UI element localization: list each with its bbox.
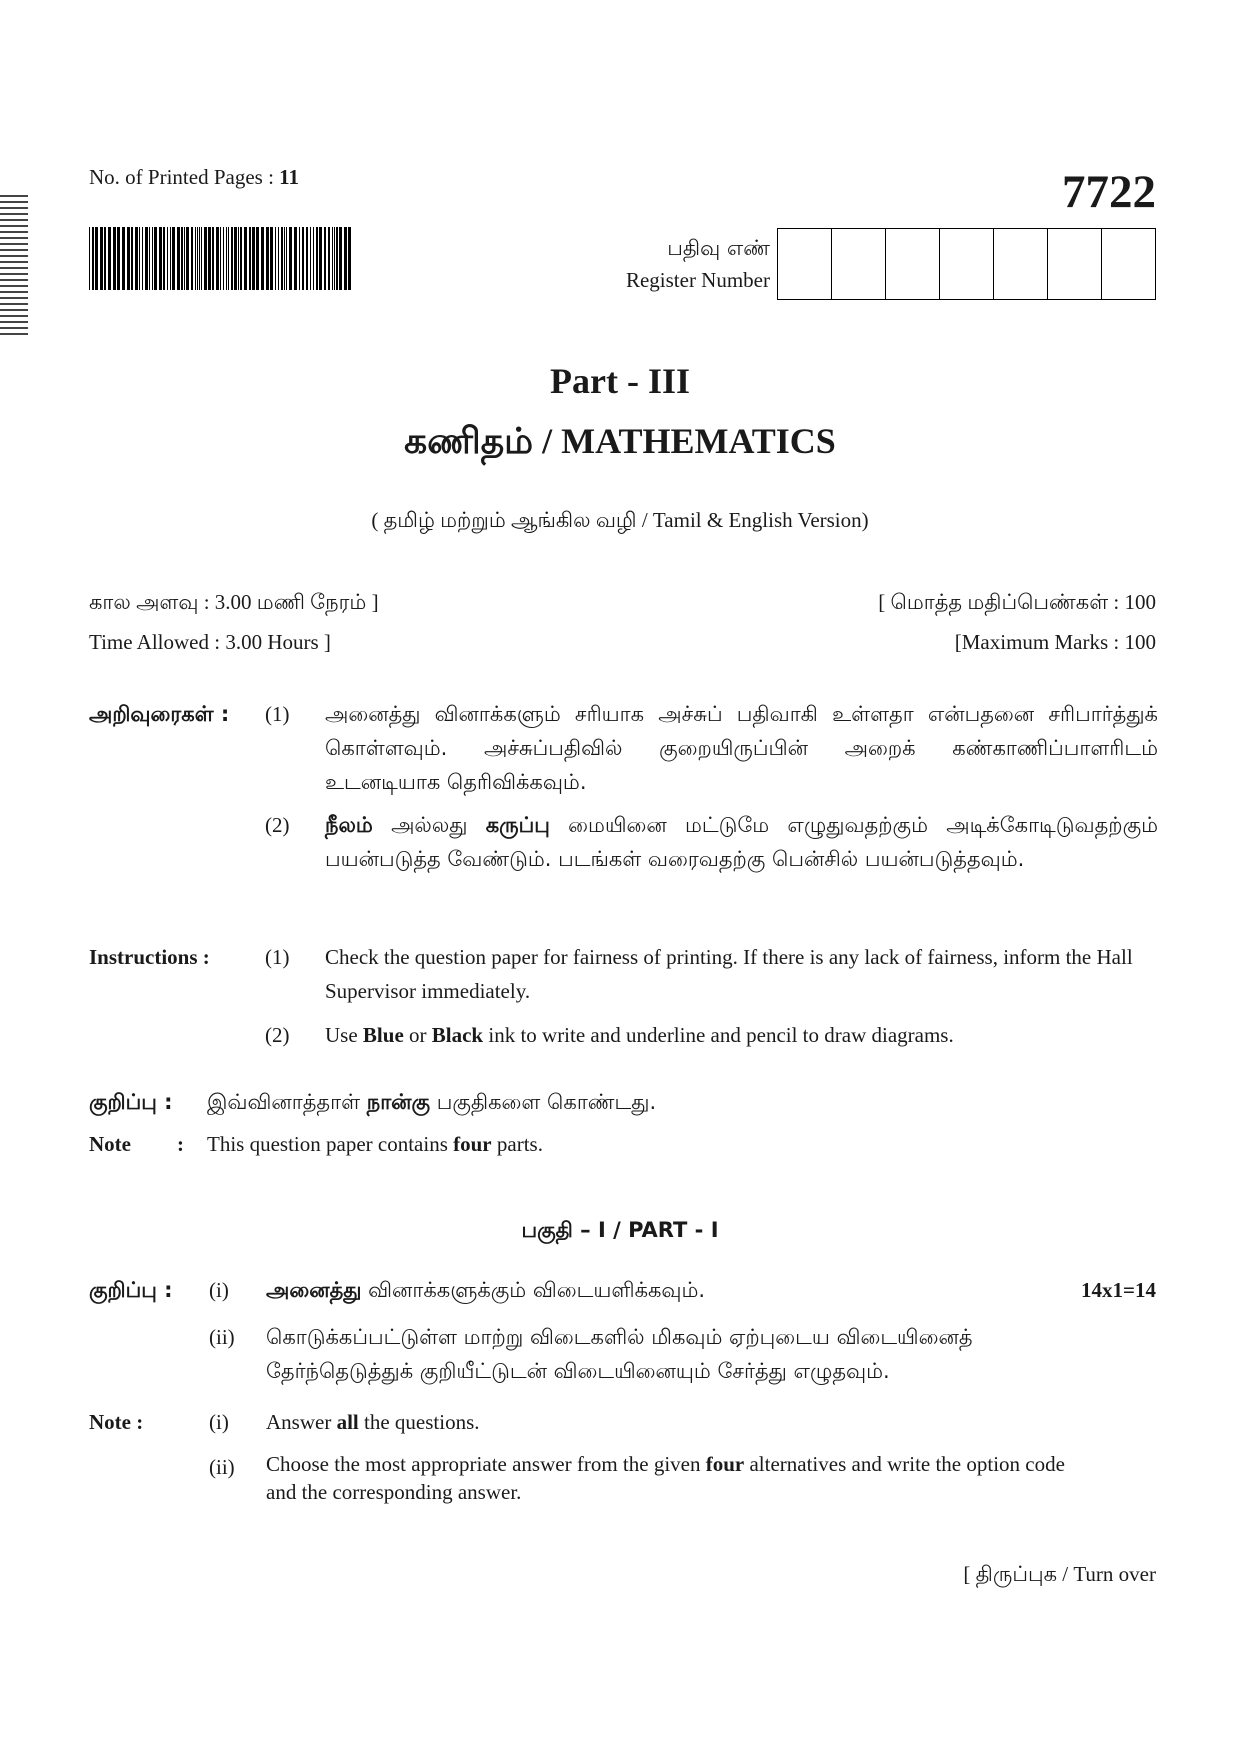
barcode-bar <box>313 227 314 290</box>
version-line: ( தமிழ் மற்றும் ஆங்கில வழி / Tamil & English Version) <box>371 508 869 532</box>
barcode-bar <box>89 227 90 290</box>
barcode-bar <box>100 227 103 290</box>
barcode-bar <box>117 227 120 290</box>
instruction-en-2-number: (2) <box>265 1023 290 1047</box>
max-marks-en: [Maximum Marks : 100 <box>954 630 1156 654</box>
barcode-bar <box>324 227 326 290</box>
margin-stripe <box>0 237 28 239</box>
register-number-boxes <box>777 228 1156 300</box>
register-number-box <box>940 229 994 299</box>
barcode-bar <box>302 227 304 290</box>
barcode-bar <box>266 227 269 290</box>
margin-stripe <box>0 243 28 245</box>
register-label-en: Register Number <box>625 268 770 292</box>
margin-stripe <box>0 291 28 293</box>
register-number-box <box>1102 229 1155 299</box>
margin-stripe <box>0 327 28 329</box>
margin-stripe <box>0 225 28 227</box>
note-en-text: This question paper contains four parts. <box>207 1132 543 1156</box>
barcode-bar <box>270 227 273 290</box>
instruction-ta-1-number: (1) <box>265 702 290 726</box>
barcode-bar <box>275 227 276 290</box>
barcode-bar <box>284 227 285 290</box>
register-number-box <box>778 229 832 299</box>
barcode-bar <box>238 227 239 290</box>
barcode-bar <box>127 227 130 290</box>
barcode-bar <box>220 227 221 290</box>
barcode-bar <box>348 227 351 290</box>
barcode-bar <box>197 227 198 290</box>
margin-stripe <box>0 231 28 233</box>
register-number-box <box>994 229 1048 299</box>
margin-stripe <box>0 315 28 317</box>
barcode-bar <box>170 227 171 290</box>
barcode-bar <box>278 227 279 290</box>
margin-stripe <box>0 321 28 323</box>
barcode-bar <box>201 227 202 290</box>
time-allowed-ta: கால அளவு : 3.00 மணி நேரம் ] <box>89 590 379 614</box>
barcode-bar <box>167 227 168 290</box>
barcode-bar <box>186 227 189 290</box>
barcode-bar <box>191 227 193 290</box>
barcode-bar <box>228 227 229 290</box>
part-1-note-ta-ii-text: கொடுக்கப்பட்டுள்ள மாற்று விடைகளில் மிகவும் ஏற்புடைய விடையினைத் தேர்ந்தெடுத்துக் குறியீட்டுடன் விடையினையும் சேர்த்து எழுதவும். <box>266 1325 973 1383</box>
barcode-bar <box>216 227 219 290</box>
margin-stripe <box>0 273 28 275</box>
part-1-note-en-ii-text: Choose the most appropriate answer from the given four alternatives and write the option code and the corresponding answer. <box>266 1452 1065 1504</box>
barcode-bar <box>281 227 283 290</box>
margin-stripe <box>0 297 28 299</box>
instruction-ta-2-text: நீலம் அல்லது கருப்பு மையினை மட்டுமே எழுதுவதற்கும் அடிக்கோடிடுவதற்கும் பயன்படுத்த வேண்டும். படங்கள் வரைவதற்கு பென்சில் பயன்படுத்தவும். <box>325 813 1159 871</box>
barcode-bar <box>249 227 251 290</box>
barcode-bar <box>135 227 138 290</box>
margin-stripe <box>0 267 28 269</box>
register-number-box <box>1048 229 1102 299</box>
subject-heading: கணிதம் / MATHEMATICS <box>404 421 836 461</box>
part-1-note-en-ii-number: (ii) <box>209 1455 235 1479</box>
register-number-box <box>886 229 940 299</box>
barcode-bar <box>122 227 125 290</box>
margin-stripe <box>0 249 28 251</box>
barcode-bar <box>299 227 300 290</box>
printed-pages-label: No. of Printed Pages : <box>89 165 280 189</box>
barcode-bar <box>212 227 214 290</box>
margin-stripe <box>0 303 28 305</box>
note-ta-label: குறிப்பு : <box>89 1090 173 1114</box>
barcode-bar <box>256 227 259 290</box>
barcode-bar <box>159 227 162 290</box>
barcode-bar <box>184 227 185 290</box>
barcode-bar <box>139 227 140 290</box>
margin-stripe <box>0 309 28 311</box>
part-heading: Part - III <box>550 361 690 401</box>
barcode-bar <box>244 227 247 290</box>
barcode-bar <box>306 227 308 290</box>
margin-stripes <box>0 195 28 345</box>
barcode-bar <box>328 227 330 290</box>
register-label-ta: பதிவு எண் <box>667 236 770 260</box>
barcode-bar <box>252 227 255 290</box>
instruction-en-1-number: (1) <box>265 945 290 969</box>
part-1-note-en-i-number: (i) <box>209 1410 229 1434</box>
printed-pages <box>89 165 299 190</box>
barcode-bar <box>319 227 322 290</box>
time-allowed-en: Time Allowed : 3.00 Hours ] <box>89 630 331 654</box>
margin-stripe <box>0 195 28 197</box>
register-number-label <box>560 232 770 296</box>
part-1-note-en-i-text: Answer all the questions. <box>266 1410 480 1434</box>
max-marks-ta: [ மொத்த மதிப்பெண்கள் : 100 <box>878 590 1156 614</box>
part-1-note-en-label: Note : <box>89 1410 144 1434</box>
note-en-colon: : <box>177 1132 184 1156</box>
barcode-bar <box>294 227 297 290</box>
barcode-bar <box>154 227 157 290</box>
barcode <box>89 227 354 290</box>
barcode-bar <box>199 227 200 290</box>
barcode-bar <box>332 227 333 290</box>
barcode-bar <box>152 227 153 290</box>
barcode-bar <box>223 227 224 290</box>
part-1-marks: 14x1=14 <box>1081 1278 1156 1302</box>
note-ta-text: இவ்வினாத்தாள் நான்கு பகுதிகளை கொண்டது. <box>207 1090 657 1114</box>
barcode-bar <box>145 227 148 290</box>
barcode-bar <box>163 227 165 290</box>
instructions-ta-label: அறிவுரைகள் : <box>89 702 230 726</box>
margin-stripe <box>0 285 28 287</box>
instruction-ta-2-number: (2) <box>265 813 290 837</box>
turn-over: [ திருப்புக / Turn over <box>963 1562 1156 1586</box>
margin-stripe <box>0 333 28 335</box>
barcode-bar <box>195 227 196 290</box>
barcode-bar <box>113 227 116 290</box>
barcode-bar <box>289 227 292 290</box>
margin-stripe <box>0 255 28 257</box>
barcode-bar <box>316 227 318 290</box>
margin-stripe <box>0 201 28 203</box>
barcode-bar <box>339 227 342 290</box>
instruction-en-1-text: Check the question paper for fairness of printing. If there is any lack of fairness, inform the Hall Supervisor immediately. <box>325 945 1133 1003</box>
register-number-box <box>832 229 886 299</box>
barcode-bar <box>286 227 287 290</box>
margin-stripe <box>0 219 28 221</box>
instruction-en-2-text: Use Blue or Black ink to write and underline and pencil to draw diagrams. <box>325 1023 954 1047</box>
barcode-bar <box>181 227 183 290</box>
barcode-bar <box>336 227 338 290</box>
barcode-bar <box>231 227 233 290</box>
barcode-bar <box>177 227 180 290</box>
barcode-bar <box>92 227 94 290</box>
printed-pages-value: 11 <box>279 165 299 189</box>
part-1-note-ta-ii-number: (ii) <box>209 1325 235 1349</box>
part-1-note-ta-i-text: அனைத்து வினாக்களுக்கும் விடையளிக்கவும். <box>266 1278 706 1302</box>
barcode-bar <box>204 227 207 290</box>
barcode-bar <box>172 227 175 290</box>
barcode-bar <box>334 227 335 290</box>
barcode-bar <box>240 227 242 290</box>
barcode-bar <box>131 227 133 290</box>
part-1-note-ta-i-number: (i) <box>209 1278 229 1302</box>
barcode-bar <box>108 227 111 290</box>
instructions-en-label: Instructions : <box>89 945 210 969</box>
margin-stripe <box>0 207 28 209</box>
barcode-bar <box>208 227 211 290</box>
margin-stripe <box>0 279 28 281</box>
barcode-bar <box>344 227 347 290</box>
barcode-bar <box>142 227 143 290</box>
barcode-bar <box>234 227 237 290</box>
margin-stripe <box>0 261 28 263</box>
paper-code: 7722 <box>1062 166 1156 218</box>
part-1-heading: பகுதி – I / PART - I <box>521 1218 719 1242</box>
margin-stripe <box>0 213 28 215</box>
part-1-note-ta-label: குறிப்பு : <box>89 1278 173 1302</box>
barcode-bar <box>149 227 150 290</box>
instruction-ta-1-text: அனைத்து வினாக்களும் சரியாக அச்சுப் பதிவாகி உள்ளதா என்பதனை சரிபார்த்துக் கொள்ளவும். அச்சுப்பதிவில் குறையிருப்பின் அறைக் கண்காணிப்பாளரிடம் உடனடியாக தெரிவிக்கவும். <box>325 702 1158 794</box>
barcode-bar <box>310 227 311 290</box>
barcode-bar <box>95 227 98 290</box>
barcode-bar <box>261 227 264 290</box>
barcode-bar <box>226 227 227 290</box>
barcode-bar <box>104 227 106 290</box>
note-en-label: Note <box>89 1132 131 1156</box>
